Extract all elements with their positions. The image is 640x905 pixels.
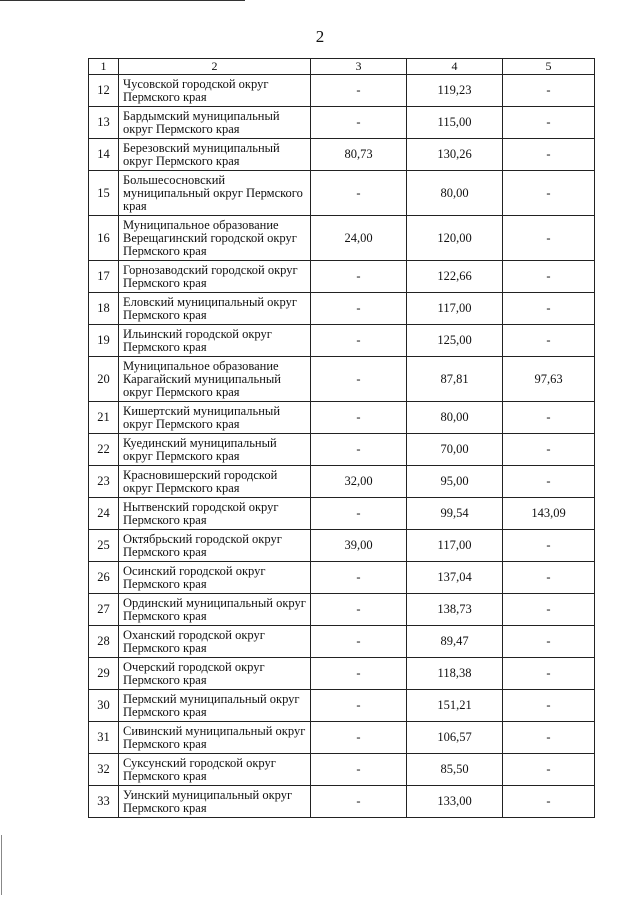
value-col-4: 138,73 xyxy=(407,594,503,626)
value-col-5: 143,09 xyxy=(503,498,595,530)
column-header: 2 xyxy=(119,59,311,75)
value-col-4: 95,00 xyxy=(407,466,503,498)
value-col-4: 99,54 xyxy=(407,498,503,530)
value-col-5: - xyxy=(503,171,595,216)
value-col-5: - xyxy=(503,690,595,722)
value-col-5: - xyxy=(503,530,595,562)
row-number: 16 xyxy=(89,216,119,261)
value-col-3: - xyxy=(311,498,407,530)
value-col-4: 87,81 xyxy=(407,357,503,402)
row-number: 22 xyxy=(89,434,119,466)
municipality-name: Пермский муниципальный округ Пермского края xyxy=(119,690,311,722)
value-col-3: - xyxy=(311,75,407,107)
value-col-4: 133,00 xyxy=(407,786,503,818)
value-col-3: - xyxy=(311,594,407,626)
table-row xyxy=(89,690,595,722)
value-col-4: 137,04 xyxy=(407,562,503,594)
value-col-3: 32,00 xyxy=(311,466,407,498)
municipality-name: Оханский городской округ Пермского края xyxy=(119,626,311,658)
municipality-name: Чусовской городской округ Пермского края xyxy=(119,75,311,107)
value-col-4: 115,00 xyxy=(407,107,503,139)
value-col-4: 118,38 xyxy=(407,658,503,690)
value-col-5: - xyxy=(503,754,595,786)
value-col-5: - xyxy=(503,722,595,754)
table-row xyxy=(89,261,595,293)
table-row xyxy=(89,434,595,466)
table-row xyxy=(89,357,595,402)
table-row xyxy=(89,498,595,530)
municipality-name: Суксунский городской округ Пермского края xyxy=(119,754,311,786)
value-col-3: - xyxy=(311,325,407,357)
value-col-5: 97,63 xyxy=(503,357,595,402)
value-col-5: - xyxy=(503,466,595,498)
row-number: 28 xyxy=(89,626,119,658)
column-header: 1 xyxy=(89,59,119,75)
scan-edge-top xyxy=(0,0,245,4)
row-number: 18 xyxy=(89,293,119,325)
table-row xyxy=(89,107,595,139)
municipality-name: Бардымский муниципальный округ Пермского края xyxy=(119,107,311,139)
column-header: 4 xyxy=(407,59,503,75)
value-col-5: - xyxy=(503,293,595,325)
municipality-name: Сивинский муниципальный округ Пермского края xyxy=(119,722,311,754)
municipality-table xyxy=(88,58,595,818)
row-number: 25 xyxy=(89,530,119,562)
row-number: 12 xyxy=(89,75,119,107)
row-number: 21 xyxy=(89,402,119,434)
municipality-name: Муниципальное образование Карагайский муниципальный округ Пермского края xyxy=(119,357,311,402)
value-col-5: - xyxy=(503,786,595,818)
header-row xyxy=(89,59,595,75)
value-col-3: - xyxy=(311,626,407,658)
row-number: 32 xyxy=(89,754,119,786)
value-col-3: 24,00 xyxy=(311,216,407,261)
value-col-4: 80,00 xyxy=(407,171,503,216)
column-header: 3 xyxy=(311,59,407,75)
row-number: 20 xyxy=(89,357,119,402)
value-col-4: 85,50 xyxy=(407,754,503,786)
value-col-5: - xyxy=(503,626,595,658)
value-col-3: 39,00 xyxy=(311,530,407,562)
row-number: 33 xyxy=(89,786,119,818)
table-row xyxy=(89,325,595,357)
row-number: 15 xyxy=(89,171,119,216)
table-row xyxy=(89,402,595,434)
value-col-5: - xyxy=(503,658,595,690)
municipality-name: Октябрьский городской округ Пермского края xyxy=(119,530,311,562)
table-row xyxy=(89,293,595,325)
table-row xyxy=(89,216,595,261)
value-col-5: - xyxy=(503,325,595,357)
scan-edge-left xyxy=(1,835,2,895)
row-number: 14 xyxy=(89,139,119,171)
value-col-3: - xyxy=(311,261,407,293)
value-col-3: - xyxy=(311,690,407,722)
value-col-3: - xyxy=(311,754,407,786)
table-row xyxy=(89,594,595,626)
value-col-4: 151,21 xyxy=(407,690,503,722)
table-row xyxy=(89,530,595,562)
value-col-5: - xyxy=(503,594,595,626)
value-col-4: 119,23 xyxy=(407,75,503,107)
value-col-3: - xyxy=(311,402,407,434)
value-col-4: 117,00 xyxy=(407,530,503,562)
table-row xyxy=(89,658,595,690)
municipality-name: Осинский городской округ Пермского края xyxy=(119,562,311,594)
municipality-name: Кишертский муниципальный округ Пермского края xyxy=(119,402,311,434)
row-number: 31 xyxy=(89,722,119,754)
municipality-name: Березовский муниципальный округ Пермского края xyxy=(119,139,311,171)
municipality-name: Куединский муниципальный округ Пермского края xyxy=(119,434,311,466)
table-row xyxy=(89,139,595,171)
municipality-name: Большесосновский муниципальный округ Пермского края xyxy=(119,171,311,216)
municipality-name: Ильинский городской округ Пермского края xyxy=(119,325,311,357)
row-number: 23 xyxy=(89,466,119,498)
row-number: 26 xyxy=(89,562,119,594)
value-col-3: - xyxy=(311,293,407,325)
value-col-3: - xyxy=(311,171,407,216)
municipality-name: Ординский муниципальный округ Пермского края xyxy=(119,594,311,626)
row-number: 24 xyxy=(89,498,119,530)
value-col-3: - xyxy=(311,722,407,754)
municipality-name: Уинский муниципальный округ Пермского края xyxy=(119,786,311,818)
value-col-4: 120,00 xyxy=(407,216,503,261)
value-col-5: - xyxy=(503,402,595,434)
municipality-name: Еловский муниципальный округ Пермского края xyxy=(119,293,311,325)
municipality-name: Красновишерский городской округ Пермского края xyxy=(119,466,311,498)
page-number: 2 xyxy=(315,27,325,46)
municipality-name: Нытвенский городской округ Пермского края xyxy=(119,498,311,530)
row-number: 13 xyxy=(89,107,119,139)
table-body xyxy=(89,59,595,818)
value-col-3: - xyxy=(311,434,407,466)
value-col-4: 106,57 xyxy=(407,722,503,754)
municipality-name: Муниципальное образование Верещагинский городской округ Пермского края xyxy=(119,216,311,261)
value-col-5: - xyxy=(503,107,595,139)
value-col-5: - xyxy=(503,75,595,107)
table-row xyxy=(89,722,595,754)
value-col-5: - xyxy=(503,216,595,261)
value-col-4: 130,26 xyxy=(407,139,503,171)
table-row xyxy=(89,626,595,658)
municipality-name: Горнозаводский городской округ Пермского края xyxy=(119,261,311,293)
value-col-5: - xyxy=(503,562,595,594)
value-col-3: - xyxy=(311,357,407,402)
table-row xyxy=(89,562,595,594)
column-header: 5 xyxy=(503,59,595,75)
value-col-5: - xyxy=(503,434,595,466)
row-number: 27 xyxy=(89,594,119,626)
row-number: 30 xyxy=(89,690,119,722)
value-col-3: - xyxy=(311,562,407,594)
value-col-4: 80,00 xyxy=(407,402,503,434)
value-col-4: 89,47 xyxy=(407,626,503,658)
value-col-4: 122,66 xyxy=(407,261,503,293)
value-col-3: 80,73 xyxy=(311,139,407,171)
value-col-3: - xyxy=(311,786,407,818)
table-row xyxy=(89,171,595,216)
row-number: 17 xyxy=(89,261,119,293)
table-row xyxy=(89,754,595,786)
value-col-3: - xyxy=(311,107,407,139)
table-row xyxy=(89,75,595,107)
value-col-5: - xyxy=(503,261,595,293)
value-col-4: 117,00 xyxy=(407,293,503,325)
row-number: 29 xyxy=(89,658,119,690)
value-col-4: 125,00 xyxy=(407,325,503,357)
value-col-4: 70,00 xyxy=(407,434,503,466)
table-row xyxy=(89,786,595,818)
table-row xyxy=(89,466,595,498)
value-col-5: - xyxy=(503,139,595,171)
row-number: 19 xyxy=(89,325,119,357)
value-col-3: - xyxy=(311,658,407,690)
municipality-name: Очерский городской округ Пермского края xyxy=(119,658,311,690)
